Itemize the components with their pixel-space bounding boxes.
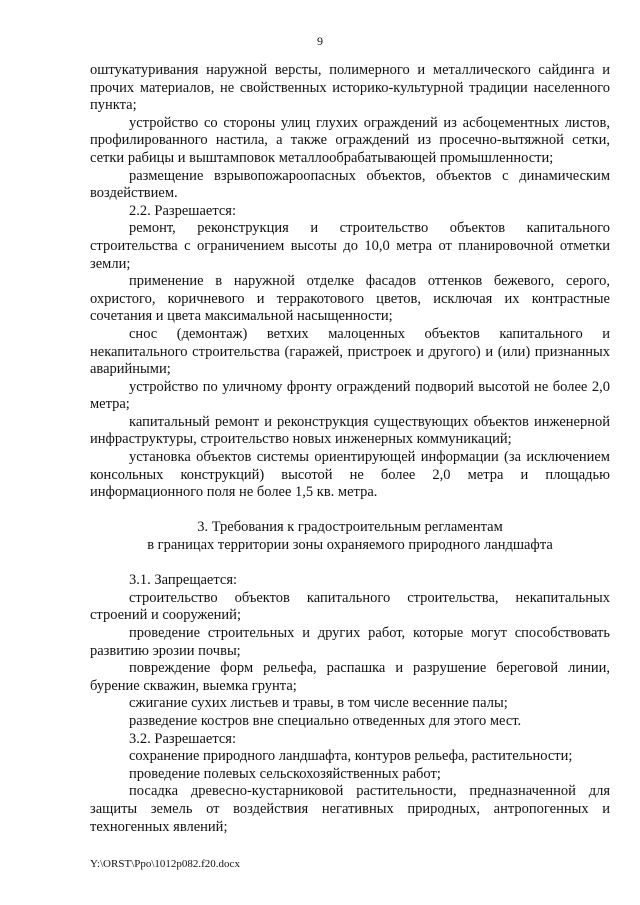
paragraph: сохранение природного ландшафта, контуров рельефа, растительности; [129, 748, 573, 765]
paragraph: проведение полевых сельскохозяйственных работ; [129, 765, 441, 782]
subsection-heading: 3.1. Запрещается: [129, 572, 238, 589]
spacer [90, 555, 610, 573]
paragraph: устройство по уличному фронту ограждений подворий высотой не более 2,0 метра; [90, 378, 610, 413]
paragraph: проведение строительных и других работ, которые могут способствовать развитию эрозии почвы; [90, 625, 610, 659]
section-heading-line-2: в границах территории зоны охраняемого природного ландшафта [147, 537, 553, 554]
paragraph: применение в наружной отделке фасадов оттенков бежевого, серого, охристого, коричневого и терракотового цветов, исключая их контрастные сочетания и цвета максимальной насыщенности; [90, 273, 610, 325]
subsection-heading: 2.2. Разрешается: [129, 202, 236, 219]
section-heading-line-1: 3. Требования к градостроительным регламентам [197, 519, 503, 536]
paragraph: разведение костров вне специально отведенных для этого мест. [129, 712, 522, 729]
page-number: 9 [317, 34, 323, 48]
paragraph: установка объектов системы ориентирующей информации (за исключением консольных конструкций) высотой не более 2,0 метра и площадью информационного поля не более 1,5 кв. метра. [90, 449, 610, 501]
paragraph: посадка древесно-кустарниковой растительности, предназначенной для защиты земель от воздействия негативных природных, антропогенных и техногенных явлений; [90, 783, 610, 835]
paragraph: капитальный ремонт и реконструкция существующих объектов инженерной инфраструктуры, строительство новых инженерных коммуникаций; [90, 413, 610, 448]
paragraph: размещение взрывопожароопасных объектов, объектов с динамическим воздействием. [90, 167, 610, 202]
document-body [90, 62, 610, 836]
paragraph: ремонт, реконструкция и строительство объектов капитального строительства с ограничением высоты до 10,0 метра от планировочной отметки земли; [90, 220, 610, 272]
paragraph: оштукатуривания наружной версты, полимерного и металлического сайдинга и прочих материалов, не свойственных историко-культурной традиции населенного пункта; [90, 62, 610, 114]
paragraph: повреждение форм рельефа, распашка и разрушение береговой линии, бурение скважин, выемка грунта; [90, 660, 610, 694]
paragraph: снос (демонтаж) ветхих малоценных объектов капитального и некапитального строительства (гаражей, пристроек и другого) и (или) признанных аварийными; [90, 325, 610, 378]
paragraph: устройство со стороны улиц глухих ограждений из асбоцементных листов, профилированного настила, а также ограждений из просечно-вытяжной сетки, сетки рабицы и выштамповок металлообрабатывающей промышленности; [90, 114, 610, 166]
spacer [90, 502, 610, 520]
paragraph: сжигание сухих листьев и травы, в том числе весенние палы; [129, 695, 508, 712]
paragraph: строительство объектов капитального строительства, некапитальных строений и сооружений; [90, 589, 610, 624]
subsection-heading: 3.2. Разрешается: [129, 730, 236, 747]
footer-file-path: Y:\ORST\Ppo\1012p082.f20.docx [90, 858, 240, 870]
